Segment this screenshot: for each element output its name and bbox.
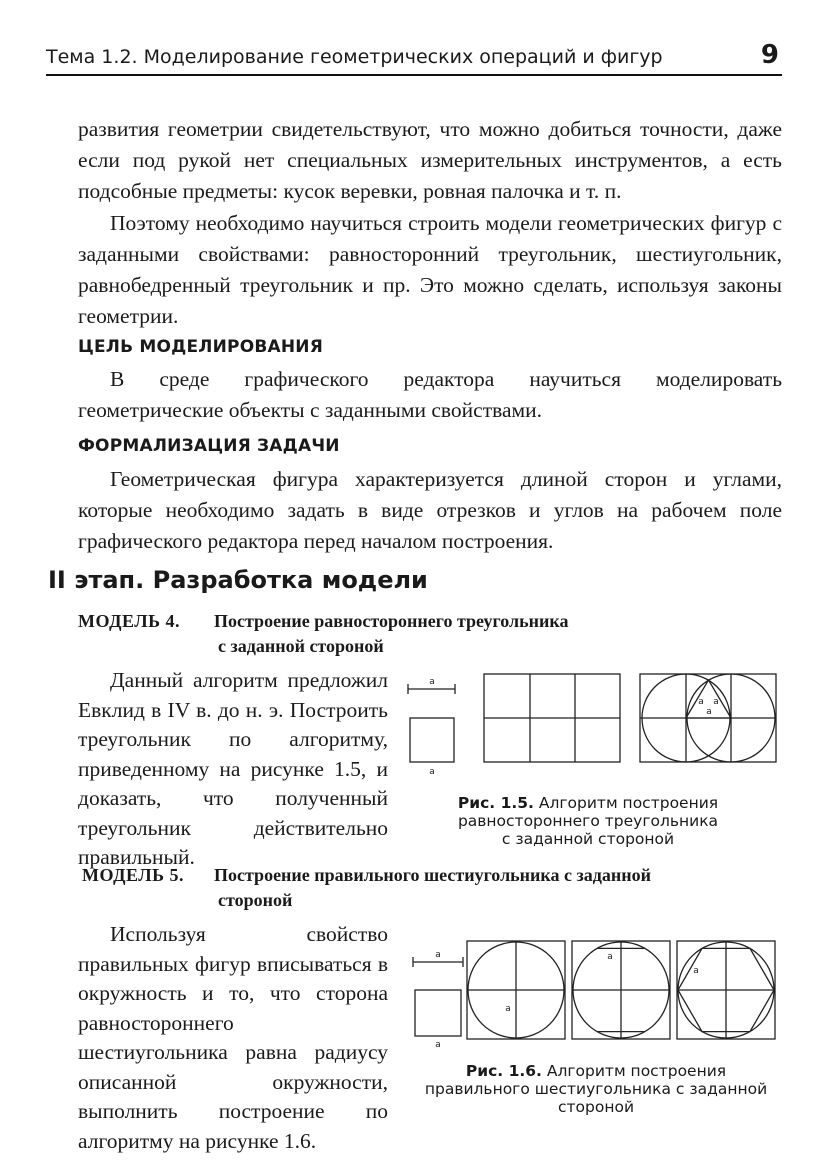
- figure-1-6-caption-line2: правильного шестиугольника с заданной: [424, 1080, 768, 1098]
- side-letter: a: [607, 952, 613, 962]
- figure-1-5-caption-line2: равностороннего треугольника: [457, 812, 719, 830]
- side-letter: a: [693, 966, 699, 976]
- figure-1-6-diagram: [405, 935, 785, 1050]
- model-5-title-line1: Построение правильного шестиугольника с заданной: [214, 865, 651, 885]
- figure-1-5-diagram: [400, 666, 785, 781]
- side-letter: a: [713, 697, 719, 707]
- model-5-title-line2: стороной: [218, 890, 293, 910]
- paragraph-modeling-need: Поэтому необходимо научиться строить модели геометрических фигур с заданными свойствами: равносторонний треугольник, шестиугольник, равнобедренный треугольник и пр. Это можно сделать, используя законы геометрии.: [78, 211, 782, 328]
- figure-1-6-caption: [410, 1062, 782, 1116]
- side-letter: a: [429, 767, 435, 777]
- model-4-label: МОДЕЛЬ 4.: [78, 611, 181, 631]
- side-letter: a: [505, 1004, 511, 1014]
- goal-text: В среде графического редактора научиться моделировать геометрические объекты с заданными свойствами.: [78, 367, 782, 422]
- side-letter: a: [429, 677, 435, 687]
- paragraph-continued: развития геометрии свидетельствуют, что можно добиться точности, даже если под рукой нет специальных измерительных инструментов, а есть подсобные предметы: кусок веревки, ровная палочка и т. п.: [78, 117, 782, 203]
- model-4-title-line1: Построение равностороннего треугольника: [214, 611, 569, 631]
- figure-1-5-caption-line1: Алгоритм построения: [538, 794, 719, 812]
- figure-1-5-caption: [418, 794, 758, 848]
- model-5-text: Используя свойство правильных фигур вписываться в окружность и то, что сторона равностороннего шестиугольника равна радиусу описанной окружности, выполнить построение по алгоритму на рисунке 1.6.: [78, 922, 388, 1153]
- side-letter: a: [435, 1040, 441, 1050]
- model-4-heading: [78, 609, 569, 659]
- figure-1-5-label: Рис. 1.5.: [457, 794, 534, 812]
- side-letter: a: [698, 697, 704, 707]
- given-square: [410, 718, 454, 762]
- page-number: 9: [760, 40, 779, 70]
- figure-1-6-caption-line3: стороной: [557, 1098, 635, 1116]
- formalization-text: Геометрическая фигура характеризуется длиной сторон и углами, которые необходимо задать в виде отрезков и углов на рабочем поле графического редактора перед началом построения.: [78, 467, 782, 553]
- figure-1-5-caption-line3: с заданной стороной: [501, 830, 675, 848]
- model-5-label: МОДЕЛЬ 5.: [82, 865, 185, 885]
- side-letter: a: [435, 950, 441, 960]
- model-4-title-line2: с заданной стороной: [218, 636, 384, 656]
- goal-heading: ЦЕЛЬ МОДЕЛИРОВАНИЯ: [78, 337, 324, 357]
- model-5-heading: [82, 863, 651, 913]
- stage-heading: II этап. Разработка модели: [48, 566, 428, 594]
- model-4-text: Данный алгоритм предложил Евклид в IV в. до н. э. Построить треугольник по алгоритму, приведенному на рисунке 1.5, и доказать, что полученный треугольник действительно правильный.: [78, 668, 388, 869]
- formalization-heading: ФОРМАЛИЗАЦИЯ ЗАДАЧИ: [78, 436, 340, 456]
- side-letter: a: [706, 707, 712, 717]
- header-divider: [46, 74, 782, 76]
- figure-1-6-caption-line1: Алгоритм построения: [546, 1062, 727, 1080]
- running-header-title: Тема 1.2. Моделирование геометрических операций и фигур: [46, 46, 663, 68]
- given-square: [415, 990, 461, 1036]
- figure-1-6-label: Рис. 1.6.: [465, 1062, 542, 1080]
